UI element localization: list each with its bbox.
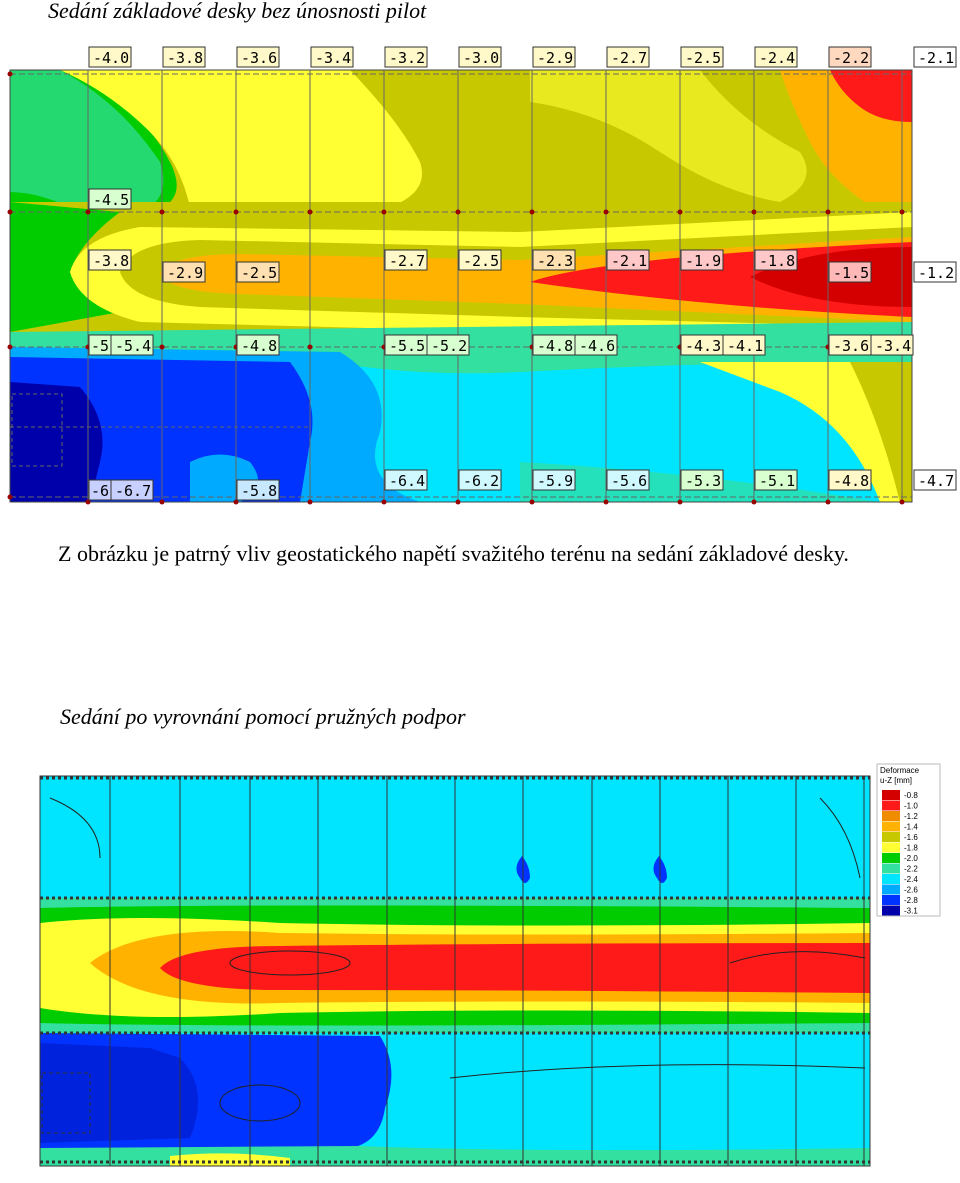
value-label — [89, 189, 131, 209]
value-label — [533, 250, 575, 270]
legend-swatch — [882, 790, 900, 800]
svg-text:-6.2: -6.2 — [463, 472, 500, 490]
svg-text:-4.8: -4.8 — [833, 472, 870, 490]
svg-text:-3.8: -3.8 — [167, 49, 204, 67]
value-label — [385, 470, 427, 490]
svg-text:-5.4: -5.4 — [115, 337, 152, 355]
legend-value: -1.2 — [904, 812, 918, 821]
value-label — [533, 470, 575, 490]
legend-swatch — [882, 906, 900, 916]
svg-text:-5.2: -5.2 — [431, 337, 468, 355]
svg-text:-3.0: -3.0 — [463, 49, 500, 67]
value-label — [533, 335, 575, 355]
svg-text:-4.6: -4.6 — [579, 337, 616, 355]
legend-swatch — [882, 895, 900, 905]
legend-swatch — [882, 853, 900, 863]
legend-swatch — [882, 822, 900, 832]
svg-text:-3.8: -3.8 — [93, 252, 130, 270]
figure1-caption: Sedání základové desky bez únosnosti pilot — [48, 0, 427, 23]
value-label — [575, 335, 617, 355]
svg-text:-6.7: -6.7 — [115, 482, 152, 500]
svg-text:-5.3: -5.3 — [685, 472, 722, 490]
svg-text:-2.5: -2.5 — [241, 264, 278, 282]
svg-text:-5.5: -5.5 — [389, 337, 426, 355]
value-label — [459, 47, 501, 67]
value-label — [459, 250, 501, 270]
figure2-caption: Sedání po vyrovnání pomocí pružných podpor — [60, 704, 466, 729]
svg-text:-4.8: -4.8 — [241, 337, 278, 355]
legend-swatch — [882, 811, 900, 821]
legend-value: -2.6 — [904, 885, 918, 895]
value-label — [385, 250, 427, 270]
svg-text:-1.2: -1.2 — [918, 264, 955, 282]
value-label — [607, 470, 649, 490]
svg-text:-6: -6 — [91, 482, 110, 500]
svg-text:-2.5: -2.5 — [685, 49, 722, 67]
value-label — [829, 470, 871, 490]
value-label — [829, 47, 871, 67]
value-label — [163, 47, 205, 67]
body-paragraph: Z obrázku je patrný vliv geostatického napětí svažitého terénu na sedání základové desky. — [58, 541, 849, 566]
svg-text:-2.4: -2.4 — [759, 49, 796, 67]
svg-text:-2.1: -2.1 — [611, 252, 648, 270]
svg-text:-5: -5 — [91, 337, 110, 355]
svg-text:-3.4: -3.4 — [315, 49, 352, 67]
legend-value: -0.8 — [904, 791, 918, 800]
legend-swatch — [882, 885, 900, 895]
svg-text:-2.9: -2.9 — [537, 49, 574, 67]
legend-value: -2.2 — [904, 864, 918, 874]
svg-text:-2.3: -2.3 — [537, 252, 574, 270]
legend-value: -1.4 — [904, 822, 918, 832]
svg-text:-4.1: -4.1 — [727, 337, 764, 355]
value-label — [237, 47, 279, 67]
legend-swatch — [882, 843, 900, 853]
svg-text:-4.0: -4.0 — [93, 49, 130, 67]
value-label — [237, 262, 279, 282]
svg-text:-2.5: -2.5 — [463, 252, 500, 270]
legend-value: -1.8 — [904, 843, 918, 853]
value-label — [385, 47, 427, 67]
legend-value: -2.8 — [904, 896, 918, 905]
value-label — [723, 335, 765, 355]
legend-swatch — [882, 832, 900, 842]
svg-text:-2.9: -2.9 — [167, 264, 204, 282]
svg-text:-4.8: -4.8 — [537, 337, 574, 355]
svg-text:-3.4: -3.4 — [875, 337, 912, 355]
svg-text:-3.6: -3.6 — [241, 49, 278, 67]
svg-text:-2.1: -2.1 — [918, 49, 955, 67]
legend-value: -2.0 — [904, 854, 918, 863]
value-label — [89, 480, 111, 500]
svg-text:-4.7: -4.7 — [918, 472, 955, 490]
value-label — [681, 47, 723, 67]
settlement-contour-plot-1 — [0, 42, 960, 512]
legend-swatch — [882, 874, 900, 884]
svg-text:-4.3: -4.3 — [685, 337, 722, 355]
svg-text:-5.6: -5.6 — [611, 472, 648, 490]
value-label — [829, 262, 871, 282]
svg-text:-4.5: -4.5 — [93, 191, 130, 209]
value-label — [607, 47, 649, 67]
value-label — [914, 470, 956, 490]
value-label — [311, 47, 353, 67]
legend-swatch — [882, 801, 900, 811]
value-label — [914, 47, 956, 67]
value-label — [829, 335, 871, 355]
settlement-contour-plot-2 — [30, 758, 945, 1178]
svg-text:-2.7: -2.7 — [611, 49, 648, 67]
value-label — [237, 335, 279, 355]
svg-text:-2.7: -2.7 — [389, 252, 426, 270]
value-label — [755, 47, 797, 67]
value-label — [89, 335, 111, 355]
svg-text:-2.2: -2.2 — [833, 49, 870, 67]
contour-fills — [10, 70, 912, 502]
value-label — [681, 250, 723, 270]
svg-text:-5.9: -5.9 — [537, 472, 574, 490]
value-label — [163, 262, 205, 282]
svg-text:-3.2: -3.2 — [389, 49, 426, 67]
value-label — [755, 250, 797, 270]
svg-text:-1.5: -1.5 — [833, 264, 870, 282]
svg-text:-5.8: -5.8 — [241, 482, 278, 500]
value-label — [89, 47, 131, 67]
value-label — [89, 250, 131, 270]
legend-value: -2.4 — [904, 875, 918, 884]
value-label — [111, 480, 153, 500]
value-label — [427, 335, 469, 355]
value-label — [681, 470, 723, 490]
svg-text:-1.8: -1.8 — [759, 252, 796, 270]
svg-text:-1.9: -1.9 — [685, 252, 722, 270]
svg-text:-6.4: -6.4 — [389, 472, 426, 490]
value-label — [871, 335, 913, 355]
legend-unit: u-Z [mm] — [880, 776, 912, 785]
legend-title: Deformace — [880, 766, 920, 775]
value-label — [385, 335, 427, 355]
legend-value: -3.1 — [904, 906, 918, 916]
legend-value: -1.6 — [904, 833, 918, 842]
value-label — [607, 250, 649, 270]
legend-value: -1.0 — [904, 801, 918, 811]
legend — [877, 764, 940, 916]
value-label — [533, 47, 575, 67]
value-label — [914, 262, 956, 282]
value-label — [237, 480, 279, 500]
svg-text:-3.6: -3.6 — [833, 337, 870, 355]
legend-swatch — [882, 864, 900, 874]
value-label — [459, 470, 501, 490]
value-label — [755, 470, 797, 490]
value-label — [681, 335, 723, 355]
value-label — [111, 335, 153, 355]
svg-text:-5.1: -5.1 — [759, 472, 796, 490]
